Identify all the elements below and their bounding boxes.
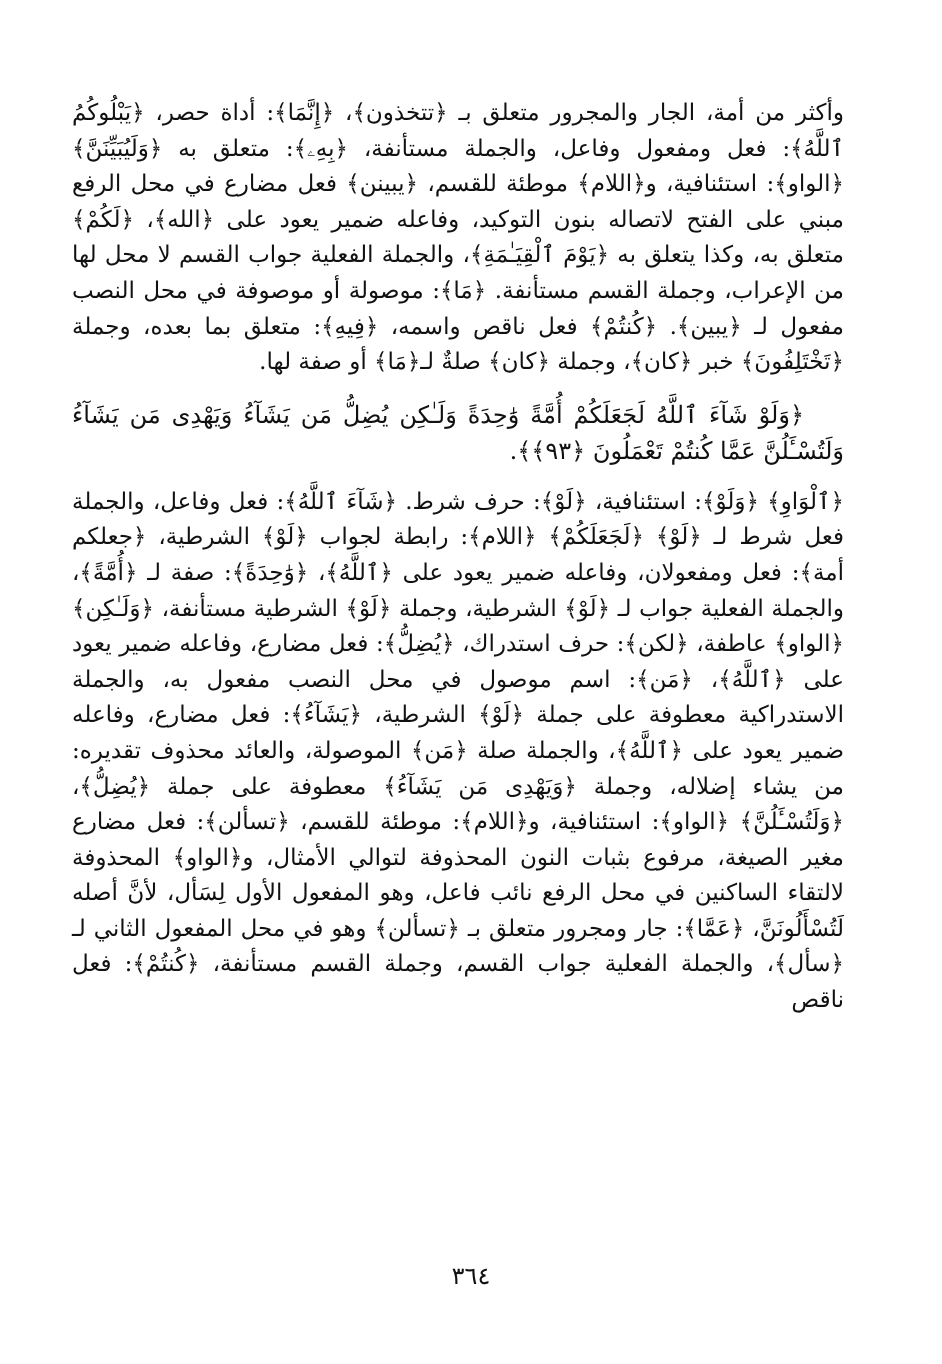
commentary-paragraph-2: ﴿ٱلْوَاوِ﴾ ﴿وَلَوْ﴾: استئنافية، ﴿لَوْ﴾: حرف شرط. ﴿شَآءَ ٱللَّهُ﴾: فعل وفاعل، والجملة فعل شرط لـ ﴿لَوْ﴾ ﴿لَجَعَلَكُمْ﴾ ﴿اللام﴾: رابطة لجواب ﴿لَوْ﴾ الشرطية، ﴿جعلكم أمة﴾: فعل ومفعولان، وفاعله ضمير يعود على ﴿ٱللَّهُ﴾، ﴿وَٰحِدَةً﴾: صفة لـ ﴿أُمَّةً﴾، والجملة الفعلية جواب لـ ﴿لَوْ﴾ الشرطية، وجملة ﴿لَوْ﴾ الشرطية مستأنفة، ﴿وَلَـٰكِن﴾ ﴿الواو﴾ عاطفة، ﴿لكن﴾: حرف استدراك، ﴿يُضِلُّ﴾: فعل مضارع، وفاعله ضمير يعود على ﴿ٱللَّهُ﴾، ﴿مَن﴾: اسم موصول في محل النصب مفعول به، والجملة الاستدراكية معطوفة على جملة ﴿لَوْ﴾ الشرطية، ﴿يَشَآءُ﴾: فعل مضارع، وفاعله ضمير يعود على ﴿ٱللَّهُ﴾، والجملة صلة ﴿مَن﴾ الموصولة، والعائد محذوف تقديره: من يشاء إضلاله، وجملة ﴿وَيَهْدِى مَن يَشَآءُ﴾ معطوفة على جملة ﴿يُضِلُّ﴾، ﴿وَلَتُسْـَٔلُنَّ﴾ ﴿الواو﴾: استئنافية، و﴿اللام﴾: موطئة للقسم، ﴿تسألن﴾: فعل مضارع مغير الصيغة، مرفوع بثبات النون المحذوفة لتوالي الأمثال، و﴿الواو﴾ المحذوفة لالتقاء الساكنين في محل الرفع نائب فاعل، وهو المفعول الأول لِسَأل، لأنَّ أصله لَتُسْأَلُونَنَّ، ﴿عَمَّا﴾: جار ومجرور متعلق بـ ﴿تسألن﴾ وهو في محل المفعول الثاني لـ ﴿سأل﴾، والجملة الفعلية جواب القسم، وجملة القسم مستأنفة، ﴿كُنتُمْ﴾: فعل ناقص [72, 488, 844, 1014]
quran-verse: ﴿وَلَوْ شَآءَ ٱللَّهُ لَجَعَلَكُمْ أُمَّةً وَٰحِدَةً وَلَـٰكِن يُضِلُّ مَن يَشَآءُ وَيَهْدِى مَن يَشَآءُ وَلَتُسْـَٔلُنَّ عَمَّا كُنتُمْ تَعْمَلُونَ ﴿٩٣﴾﴾. [72, 400, 844, 465]
commentary-paragraph-1: وأكثر من أمة، الجار والمجرور متعلق بـ ﴿تتخذون﴾، ﴿إِنَّمَا﴾: أداة حصر، ﴿يَبْلُوكُمُ ٱللَّهُ﴾: فعل ومفعول وفاعل، والجملة مستأنفة، ﴿بِهِۦ﴾: متعلق به ﴿وَلَيُبَيِّنَنَّ﴾ ﴿الواو﴾: استئنافية، و﴿اللام﴾ موطئة للقسم، ﴿يبينن﴾ فعل مضارع في محل الرفع مبني على الفتح لاتصاله بنون التوكيد، وفاعله ضمير يعود على ﴿الله﴾، ﴿لَكُمْ﴾ متعلق به، وكذا يتعلق به ﴿يَوْمَ ٱلْقِيَـٰمَةِ﴾، والجملة الفعلية جواب القسم لا محل لها من الإعراب، وجملة القسم مستأنفة. ﴿مَا﴾: موصولة أو موصوفة في محل النصب مفعول لـ ﴿يبين﴾. ﴿كُنتُمْ﴾ فعل ناقص واسمه، ﴿فِيهِ﴾: متعلق بما بعده، وجملة ﴿تَخْتَلِفُونَ﴾ خبر ﴿كان﴾، وجملة ﴿كان﴾ صلةٌ لـ﴿مَا﴾ أو صفة لها. [72, 100, 844, 376]
page-number: ٣٦٤ [451, 1262, 491, 1290]
page-body [72, 96, 844, 1019]
